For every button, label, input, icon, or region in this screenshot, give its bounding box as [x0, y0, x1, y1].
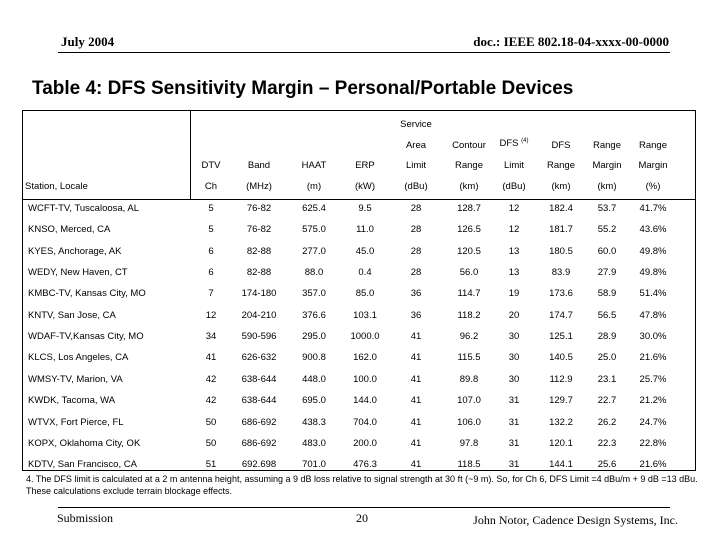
table-row: [22, 306, 696, 327]
value-cell: 41: [410, 459, 422, 471]
footnote-ref: (4): [521, 138, 529, 144]
value-cell: 107.0: [457, 395, 481, 407]
value-cell: 295.0: [302, 331, 326, 343]
table-row: [22, 199, 696, 220]
col-header-range: Range: [455, 160, 483, 171]
value-cell: 686-692: [241, 416, 277, 428]
value-cell: 41: [410, 416, 422, 428]
value-cell: 24.7%: [639, 416, 667, 428]
col-unit-ch: Ch: [204, 181, 218, 192]
value-cell: 23.1: [597, 373, 617, 385]
value-cell: 174-180: [241, 288, 277, 300]
value-cell: 96.2: [459, 331, 479, 343]
value-cell: 19: [508, 288, 520, 300]
value-cell: 7: [208, 288, 214, 300]
value-cell: 6: [208, 267, 214, 279]
value-cell: 88.0: [304, 267, 324, 279]
col-unit-km3: (km): [597, 181, 617, 192]
value-cell: 692.698: [241, 459, 277, 471]
value-cell: 28: [410, 224, 422, 236]
footer-author: John Notor, Cadence Design Systems, Inc.: [473, 513, 678, 527]
value-cell: 100.0: [353, 373, 377, 385]
value-cell: 438.3: [302, 416, 326, 428]
value-cell: 82-88: [246, 267, 272, 279]
value-cell: 21.6%: [639, 459, 667, 471]
value-cell: 31: [508, 416, 520, 428]
value-cell: 34: [205, 331, 217, 343]
col-header-range-margin: Range: [593, 140, 621, 151]
station-cell: KLCS, Los Angeles, CA: [28, 352, 129, 364]
value-cell: 9.5: [358, 203, 372, 214]
value-cell: 695.0: [302, 395, 326, 407]
value-cell: 28: [410, 245, 422, 257]
col-unit-dbu2: (dBu): [502, 181, 526, 192]
col-unit-mhz: (MHz): [246, 181, 272, 192]
table-row: [22, 284, 696, 305]
value-cell: 129.7: [549, 395, 573, 407]
col-header-margin: Margin: [592, 160, 622, 171]
value-cell: 701.0: [302, 459, 326, 471]
value-cell: 30: [508, 331, 520, 343]
col-header-dfs-label: DFS: [499, 138, 519, 150]
value-cell: 41: [410, 437, 422, 449]
value-cell: 47.8%: [639, 309, 667, 321]
value-cell: 42: [205, 373, 217, 385]
value-cell: 41: [205, 352, 217, 364]
value-cell: 76-82: [246, 224, 272, 236]
col-header-band: Band: [247, 160, 271, 171]
value-cell: 21.2%: [639, 395, 667, 407]
col-unit-dbu: (dBu): [404, 181, 428, 192]
station-cell: KYES, Anchorage, AK: [28, 245, 122, 257]
value-cell: 56.0: [459, 267, 479, 279]
value-cell: 13: [508, 267, 520, 279]
value-cell: 173.6: [549, 288, 573, 300]
table-row: [22, 434, 696, 455]
value-cell: 140.5: [549, 352, 573, 364]
value-cell: 638-644: [241, 373, 277, 385]
table-row: [22, 220, 696, 241]
footnote: 4. The DFS limit is calculated at a 2 m antenna height, assuming a 9 dB loss relative to signal strength at 30 ft (~9 m). So, for Ch 6, DFS Limit =4 dBu/m + 9 dB =13 dBu. These calculations exclude terrain blockage effects.: [26, 474, 698, 496]
value-cell: 21.6%: [639, 352, 667, 364]
value-cell: 60.0: [597, 245, 617, 257]
value-cell: 53.7: [597, 203, 617, 214]
value-cell: 162.0: [353, 352, 377, 364]
col-header-dfs-limit: Limit: [503, 160, 525, 171]
value-cell: 50: [205, 437, 217, 449]
col-unit-m: (m): [306, 181, 322, 192]
col-header-dfs-range2: Range: [547, 160, 575, 171]
value-cell: 41.7%: [639, 203, 667, 214]
value-cell: 704.0: [353, 416, 377, 428]
table-row: [22, 242, 696, 263]
header-date: July 2004: [61, 34, 115, 49]
value-cell: 97.8: [459, 437, 479, 449]
value-cell: 26.2: [597, 416, 617, 428]
col-header-dfs-range: DFS: [551, 140, 571, 151]
station-cell: KNTV, San Jose, CA: [28, 309, 116, 321]
value-cell: 128.7: [457, 203, 481, 214]
value-cell: 83.9: [551, 267, 571, 279]
col-header-range-margin-pct: Range: [639, 140, 667, 151]
value-cell: 106.0: [457, 416, 481, 428]
value-cell: 118.2: [457, 309, 481, 321]
value-cell: 51.4%: [639, 288, 667, 300]
station-cell: KMBC-TV, Kansas City, MO: [28, 288, 146, 300]
value-cell: 277.0: [302, 245, 326, 257]
value-cell: 58.9: [597, 288, 617, 300]
value-cell: 5: [208, 224, 214, 236]
value-cell: 41: [410, 395, 422, 407]
station-cell: WDAF-TV,Kansas City, MO: [28, 331, 144, 343]
value-cell: 42: [205, 395, 217, 407]
value-cell: 31: [508, 437, 520, 449]
value-cell: 144.1: [549, 459, 573, 471]
value-cell: 357.0: [302, 288, 326, 300]
value-cell: 50: [205, 416, 217, 428]
value-cell: 626-632: [241, 352, 277, 364]
value-cell: 11.0: [356, 224, 374, 236]
col-header-limit: Limit: [405, 160, 427, 171]
table-row: [22, 391, 696, 412]
page-title: Table 4: DFS Sensitivity Margin – Personal/Portable Devices: [32, 78, 574, 99]
value-cell: 181.7: [549, 224, 573, 236]
value-cell: 204-210: [241, 309, 277, 321]
value-cell: 28: [410, 203, 422, 214]
value-cell: 12: [508, 224, 520, 236]
col-header-erp: ERP: [355, 160, 375, 171]
value-cell: 49.8%: [639, 245, 667, 257]
col-header-haat: HAAT: [301, 160, 327, 171]
col-header-contour: Contour: [452, 140, 486, 151]
value-cell: 30: [508, 373, 520, 385]
value-cell: 13: [508, 245, 520, 257]
value-cell: 115.5: [457, 352, 481, 364]
value-cell: 1000.0: [350, 331, 380, 343]
header-rule: [58, 52, 670, 53]
col-header-service: Service: [400, 119, 432, 130]
value-cell: 103.1: [353, 309, 377, 321]
station-cell: KDTV, San Francisco, CA: [28, 459, 137, 471]
value-cell: 51: [205, 459, 217, 471]
station-cell: WCFT-TV, Tuscaloosa, AL: [28, 203, 140, 214]
value-cell: 36: [410, 309, 422, 321]
col-header-margin-pct: Margin: [638, 160, 668, 171]
station-cell: WTVX, Fort Pierce, FL: [28, 416, 124, 428]
value-cell: 89.8: [459, 373, 479, 385]
value-cell: 49.8%: [639, 267, 667, 279]
value-cell: 27.9: [597, 267, 617, 279]
value-cell: 41: [410, 373, 422, 385]
value-cell: 22.7: [597, 395, 617, 407]
value-cell: 82-88: [246, 245, 272, 257]
value-cell: 174.7: [549, 309, 573, 321]
value-cell: 28.9: [597, 331, 617, 343]
value-cell: 120.5: [457, 245, 481, 257]
value-cell: 6: [208, 245, 214, 257]
value-cell: 625.4: [302, 203, 326, 214]
value-cell: 144.0: [353, 395, 377, 407]
table-row: [22, 327, 696, 348]
value-cell: 85.0: [355, 288, 375, 300]
value-cell: 31: [508, 459, 520, 471]
value-cell: 126.5: [457, 224, 481, 236]
station-cell: WMSY-TV, Marion, VA: [28, 373, 123, 385]
value-cell: 25.0: [597, 352, 617, 364]
value-cell: 55.2: [597, 224, 617, 236]
value-cell: 114.7: [457, 288, 481, 300]
footer-page-number: 20: [356, 511, 368, 525]
footer-submission: Submission: [57, 511, 114, 525]
value-cell: 12: [508, 203, 520, 214]
value-cell: 686-692: [241, 437, 277, 449]
col-unit-kw: (kW): [354, 181, 376, 192]
value-cell: 41: [410, 352, 422, 364]
col-unit-km: (km): [459, 181, 479, 192]
value-cell: 22.8%: [639, 437, 667, 449]
value-cell: 476.3: [353, 459, 377, 471]
col-header-area: Area: [405, 140, 427, 151]
value-cell: 448.0: [302, 373, 326, 385]
station-cell: KNSO, Merced, CA: [28, 224, 111, 236]
header-doc-id: doc.: IEEE 802.18-04-xxxx-00-0000: [473, 34, 669, 49]
value-cell: 376.6: [302, 309, 326, 321]
table-row: [22, 413, 696, 434]
value-cell: 25.7%: [639, 373, 667, 385]
value-cell: 30: [508, 352, 520, 364]
value-cell: 200.0: [353, 437, 377, 449]
value-cell: 76-82: [246, 203, 272, 214]
value-cell: 132.2: [549, 416, 573, 428]
value-cell: 41: [410, 331, 422, 343]
value-cell: 0.4: [358, 267, 372, 279]
value-cell: 25.6: [597, 459, 617, 471]
value-cell: 182.4: [549, 203, 573, 214]
value-cell: 483.0: [302, 437, 326, 449]
value-cell: 45.0: [355, 245, 375, 257]
value-cell: 112.9: [549, 373, 573, 385]
value-cell: 31: [508, 395, 520, 407]
value-cell: 43.6%: [639, 224, 667, 236]
value-cell: 28: [410, 267, 422, 279]
col-header-dtv: DTV: [201, 160, 221, 171]
col-unit-pct: (%): [645, 181, 661, 192]
value-cell: 575.0: [302, 224, 326, 236]
value-cell: 118.5: [457, 459, 481, 471]
value-cell: 180.5: [549, 245, 573, 257]
value-cell: 30.0%: [639, 331, 667, 343]
station-cell: KOPX, Oklahoma City, OK: [28, 437, 141, 449]
value-cell: 638-644: [241, 395, 277, 407]
value-cell: 12: [205, 309, 217, 321]
value-cell: 5: [208, 203, 214, 214]
table-row: [22, 348, 696, 369]
station-cell: WEDY, New Haven, CT: [28, 267, 128, 279]
station-cell: KWDK, Tacoma, WA: [28, 395, 116, 407]
value-cell: 22.3: [597, 437, 617, 449]
value-cell: 56.5: [597, 309, 617, 321]
value-cell: 120.1: [549, 437, 573, 449]
col-unit-km2: (km): [551, 181, 571, 192]
table-row: [22, 370, 696, 391]
value-cell: 125.1: [549, 331, 573, 343]
footer-rule: [58, 507, 670, 508]
value-cell: 900.8: [302, 352, 326, 364]
col-header-station: Station, Locale: [25, 181, 88, 192]
value-cell: 590-596: [241, 331, 277, 343]
table-row: [22, 263, 696, 284]
value-cell: 20: [508, 309, 520, 321]
value-cell: 36: [410, 288, 422, 300]
